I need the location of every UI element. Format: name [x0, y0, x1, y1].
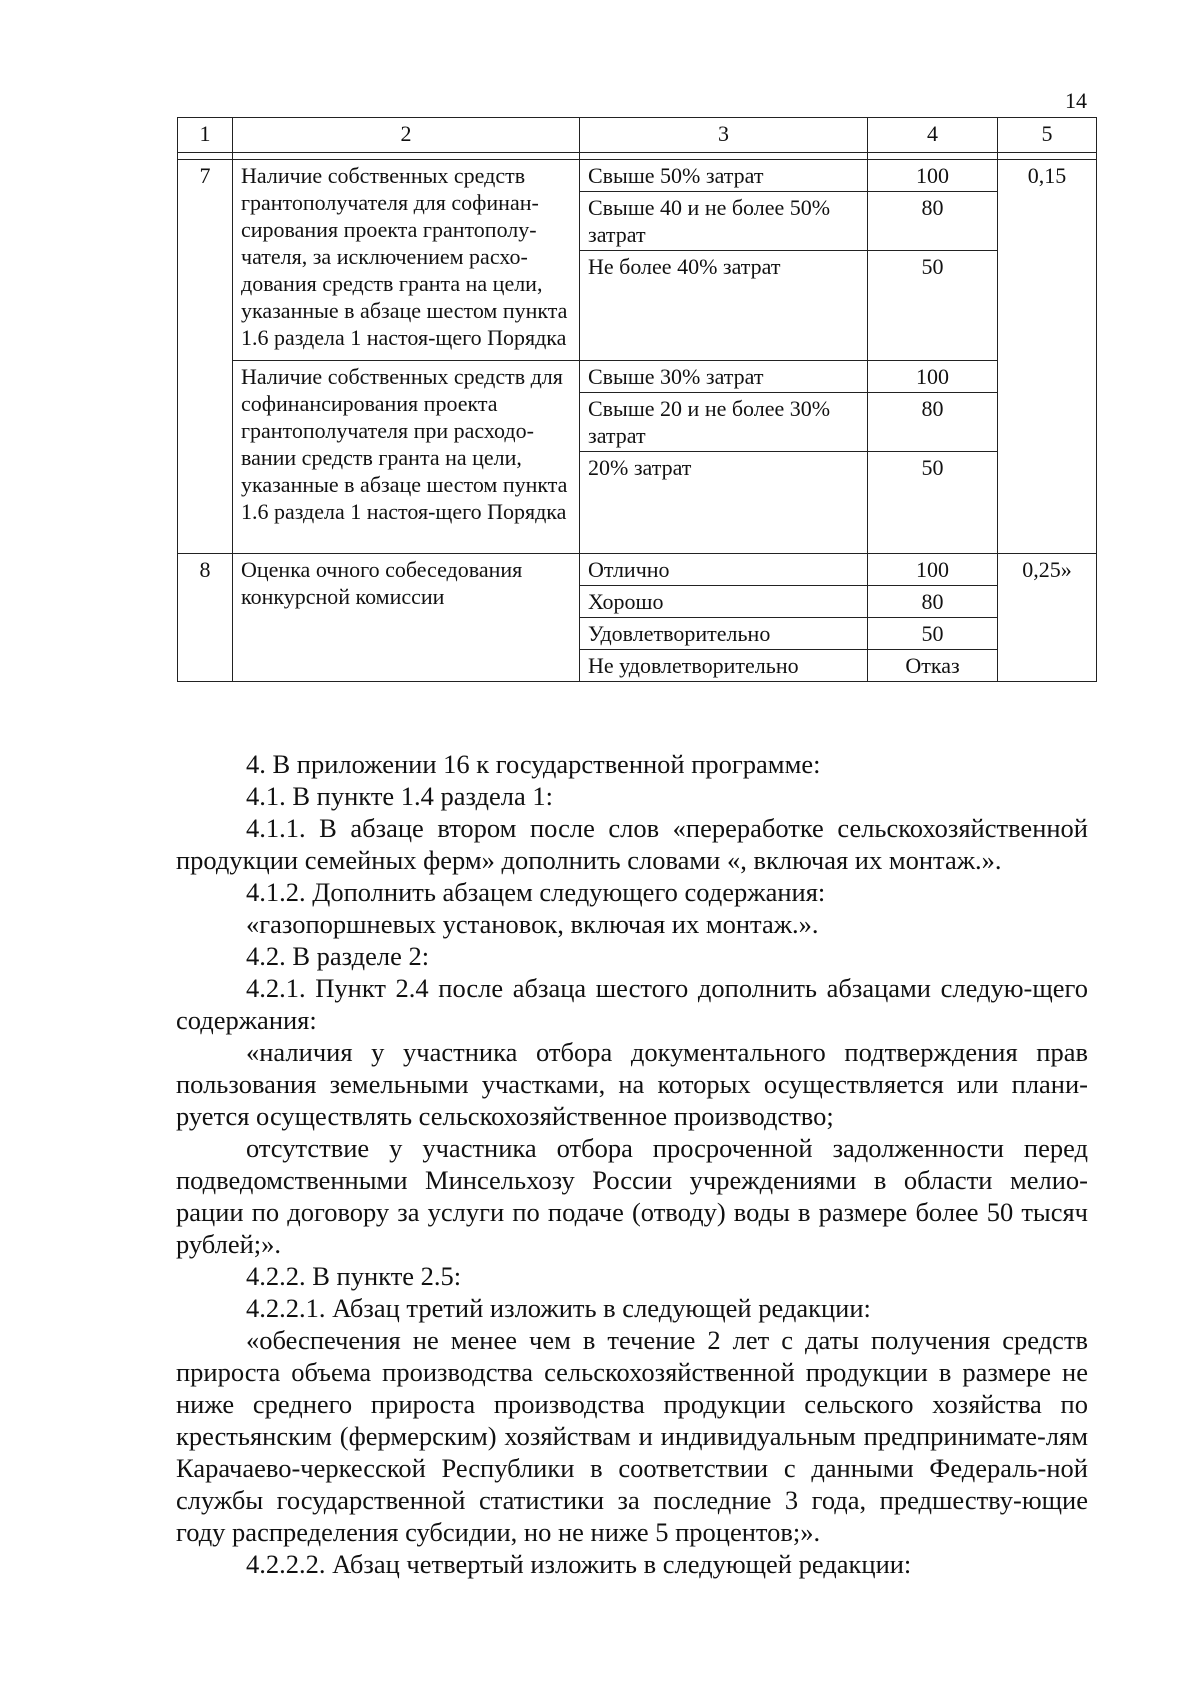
paragraph: «обеспечения не менее чем в течение 2 лет с даты получения средств прироста объема производства сельскохозяйственной продукции в размере не ниже среднего прироста производства продукции сельского хозяйства по крестьянским (фермерским) хозяйствам и индивидуальным предпринимате-лям Карачаево-черкесской Республики в соответствии с данными Федераль-ной службы государственной статистики за последние 3 года, предшеству-ющие году распределения субсидии, но не ниже 5 процентов;». [176, 1325, 1088, 1547]
row-number: 8 [178, 554, 233, 682]
page-number: 14 [1065, 88, 1087, 113]
table-row [178, 361, 1097, 393]
header-col-3: 3 [580, 118, 868, 153]
criterion-weight: 0,15 [998, 160, 1097, 554]
option-label: Хорошо [580, 586, 868, 618]
paragraph: 4.2.1. Пункт 2.4 после абзаца шестого дополнить абзацами следую-щего содержания: [176, 973, 1088, 1035]
header-col-4: 4 [868, 118, 998, 153]
option-label: Свыше 50% затрат [580, 160, 868, 192]
option-score: 50 [868, 618, 998, 650]
criterion-text: Оценка очного собеседования конкурсной комиссии [233, 554, 580, 682]
table-header-row [178, 118, 1097, 153]
option-label: Свыше 20 и не более 30% затрат [580, 393, 868, 452]
option-label: Отлично [580, 554, 868, 586]
option-label: Не удовлетворительно [580, 650, 868, 682]
option-score: 80 [868, 393, 998, 452]
table-row [178, 554, 1097, 586]
paragraph: 4.1.1. В абзаце втором после слов «переработке сельскохозяйственной продукции семейных ферм» дополнить словами «, включая их монтаж.». [176, 813, 1088, 875]
paragraph: 4.1. В пункте 1.4 раздела 1: [246, 781, 554, 811]
option-score: 50 [868, 452, 998, 554]
option-score: 100 [868, 554, 998, 586]
table-row [178, 160, 1097, 192]
option-label: 20% затрат [580, 452, 868, 554]
paragraph: 4.1.2. Дополнить абзацем следующего содержания: [246, 877, 826, 907]
body-text [176, 748, 1088, 1580]
option-score: 100 [868, 361, 998, 393]
criterion-weight: 0,25» [998, 554, 1097, 682]
table-gap-row [178, 153, 1097, 160]
option-label: Свыше 30% затрат [580, 361, 868, 393]
paragraph: «газопоршневых установок, включая их монтаж.». [246, 909, 819, 939]
criterion-text: Наличие собственных средств для софинансирования проекта грантополучателя при расходо-вании средств гранта на цели, указанные в абзаце шестом пункта 1.6 раздела 1 настоя-щего Порядка [233, 361, 580, 554]
paragraph: отсутствие у участника отбора просроченной задолженности перед подведомственными Минсельхозу России учреждениями в области мелио-рации по договору за услуги по подаче (отводу) воды в размере более 50 тысяч рублей;». [176, 1133, 1088, 1259]
header-col-5: 5 [998, 118, 1097, 153]
option-score: 50 [868, 251, 998, 361]
paragraph: 4.2. В разделе 2: [246, 941, 430, 971]
option-score: Отказ [868, 650, 998, 682]
option-label: Удовлетворительно [580, 618, 868, 650]
option-score: 80 [868, 192, 998, 251]
header-col-1: 1 [178, 118, 233, 153]
row-number: 7 [178, 160, 233, 554]
option-score: 80 [868, 586, 998, 618]
paragraph: 4.2.2.2. Абзац четвертый изложить в следующей редакции: [246, 1549, 912, 1579]
criterion-text: Наличие собственных средств грантополучателя для софинан-сирования проекта грантополу-чателя, за исключением расхо-дования средств гранта на цели, указанные в абзаце шестом пункта 1.6 раздела 1 настоя-щего Порядка [233, 160, 580, 361]
option-label: Свыше 40 и не более 50% затрат [580, 192, 868, 251]
paragraph: 4.2.2. В пункте 2.5: [246, 1261, 462, 1291]
header-col-2: 2 [233, 118, 580, 153]
option-label: Не более 40% затрат [580, 251, 868, 361]
criteria-table [177, 117, 1097, 682]
paragraph: 4.2.2.1. Абзац третий изложить в следующей редакции: [246, 1293, 871, 1323]
paragraph: «наличия у участника отбора документального подтверждения прав пользования земельными участками, на которых осуществляется или плани-руется осуществлять сельскохозяйственное производство; [176, 1037, 1088, 1131]
paragraph: 4. В приложении 16 к государственной программе: [246, 749, 821, 779]
option-score: 100 [868, 160, 998, 192]
